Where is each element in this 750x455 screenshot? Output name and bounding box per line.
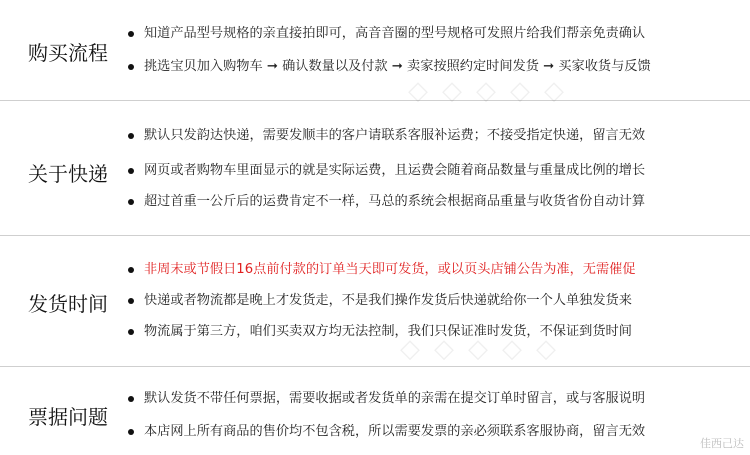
section-invoices [0,367,750,455]
list-item-highlight [128,260,742,280]
list-item-text: 知道产品型号规格的亲直接拍即可，高音音圈的型号规格可发照片给我们帮亲免责确认 [144,26,646,41]
list-item-text: 超过首重一公斤后的运费肯定不一样，马总的系统会根据商品重量与收货省份自动计算 [144,194,646,209]
list-item-text: 物流属于第三方，咱们买卖双方均无法控制，我们只保证准时发货，不保证到货时间 [144,324,632,339]
list-item [128,291,742,311]
section-about-shipping [0,101,750,236]
bullet-icon [128,168,134,174]
list-item-text: 非周末或节假日16点前付款的订单当天即可发货，或以页头店铺公告为准，无需催促 [144,262,636,277]
watermark-pattern: ◇◇◇◇◇ [408,76,578,106]
list-item-text: 默认发货不带任何票据，需要收据或者发货单的亲需在提交订单时留言，或与客服说明 [144,391,646,406]
list-item [128,161,742,181]
bullet-icon [128,396,134,402]
list-item [128,126,742,146]
watermark-pattern: ◇◇◇◇◇ [400,334,570,364]
list-item-text: 挑选宝贝加入购物车 ➞ 确认数量以及付款 ➞ 卖家按照约定时间发货 ➞ 买家收货与反馈 [144,59,651,74]
section-purchase-process [0,0,750,106]
list-item-text: 快递或者物流都是晚上才发货走，不是我们操作发货后快递就给你一个人单独发货来 [144,293,632,308]
section-shipping-time [0,236,750,367]
list-item [128,422,742,442]
section-heading: 发货时间 [28,292,108,316]
bullet-icon [128,298,134,304]
list-item [128,24,742,44]
section-heading: 票据问题 [28,405,108,429]
list-item [128,192,742,212]
section-heading: 购买流程 [28,41,108,65]
list-item-text: 默认只发韵达快递，需要发顺丰的客户请联系客服补运费；不接受指定快递，留言无效 [144,128,646,143]
section-heading: 关于快递 [28,162,108,186]
logo-watermark: 佳西己达 [700,437,744,450]
bullet-icon [128,267,134,273]
bullet-icon [128,133,134,139]
list-item-text: 网页或者购物车里面显示的就是实际运费，且运费会随着商品数量与重量成比例的增长 [144,163,646,178]
bullet-icon [128,64,134,70]
bullet-icon [128,329,134,335]
list-item [128,389,742,409]
bullet-icon [128,429,134,435]
bullet-icon [128,199,134,205]
list-item [128,57,742,77]
bullet-icon [128,31,134,37]
list-item-text: 本店网上所有商品的售价均不包含税，所以需要发票的亲必须联系客服协商，留言无效 [144,424,646,439]
